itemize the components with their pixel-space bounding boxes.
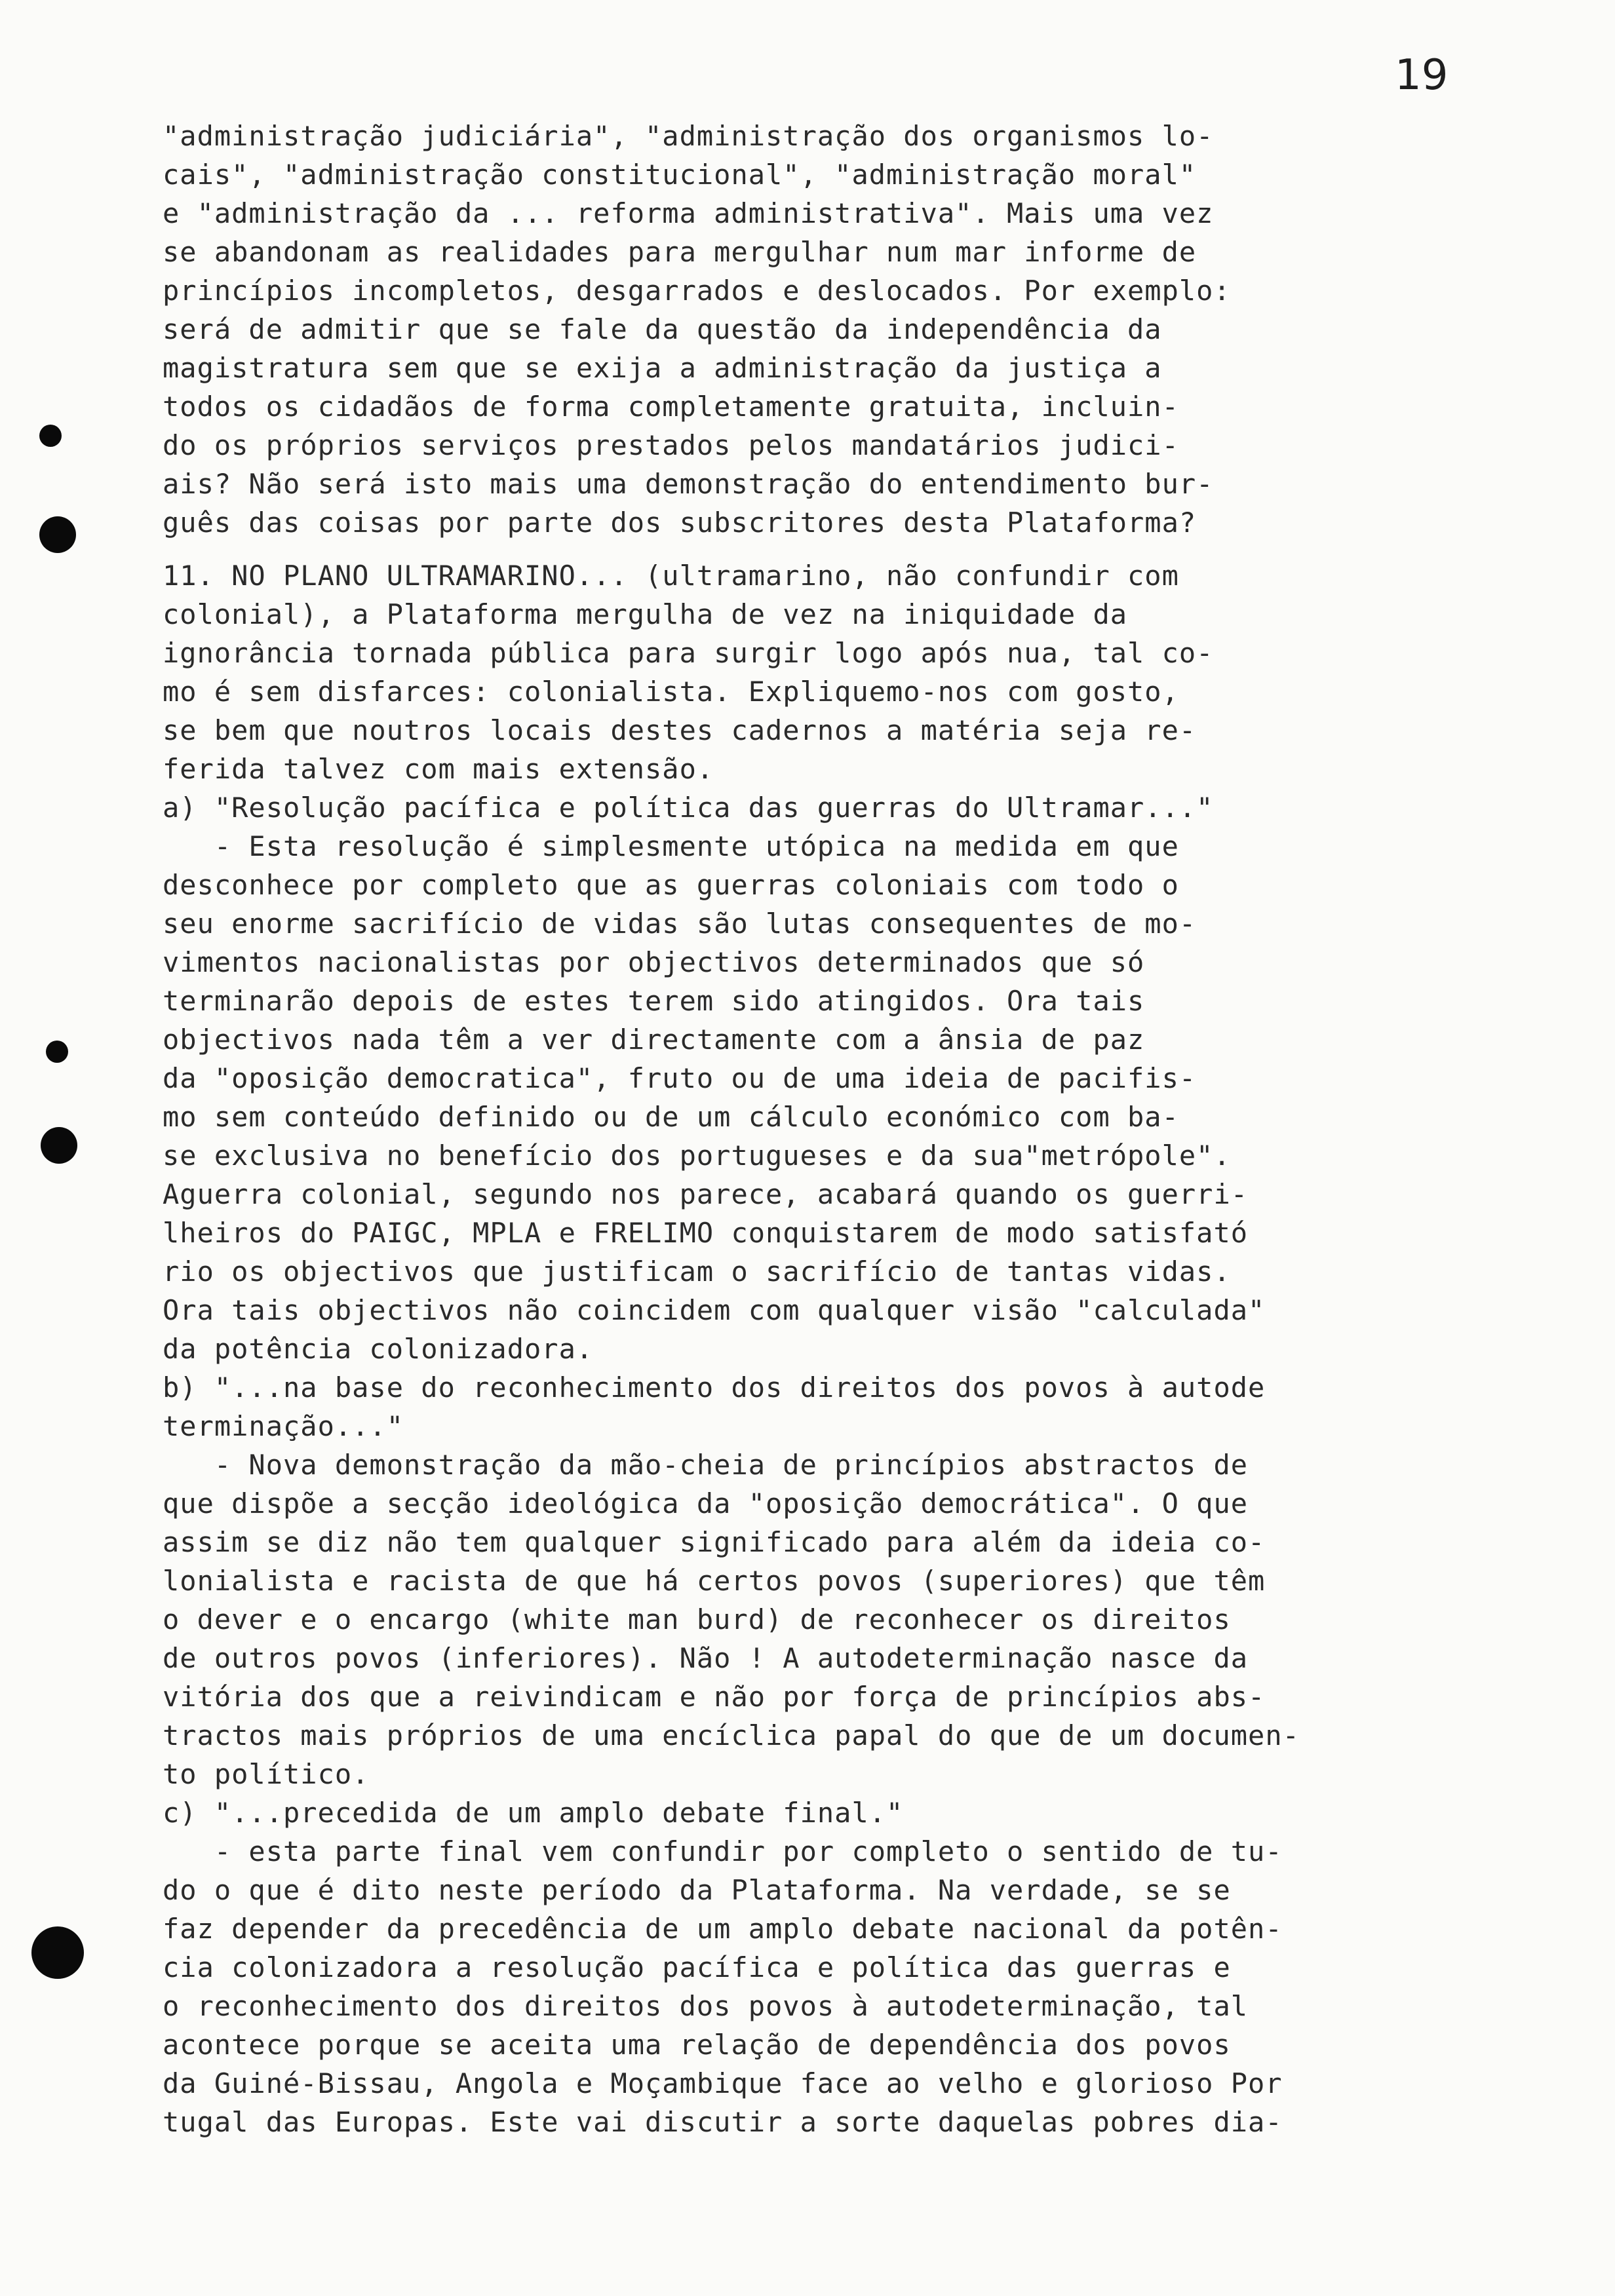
text-line: rio os objectivos que justificam o sacrifício de tantas vidas. xyxy=(163,1255,1231,1288)
text-line: b) "...na base do reconhecimento dos direitos dos povos à autode xyxy=(163,1371,1266,1404)
text-line: o reconhecimento dos direitos dos povos à autodeterminação, tal xyxy=(163,1990,1249,2022)
text-line: da potência colonizadora. xyxy=(163,1333,594,1365)
text-line: princípios incompletos, desgarrados e deslocados. Por exemplo: xyxy=(163,275,1231,307)
text-line: de outros povos (inferiores). Não ! A autodeterminação nasce da xyxy=(163,1642,1249,1674)
text-line: se bem que noutros locais destes cadernos a matéria seja re- xyxy=(163,714,1197,746)
text-line: do os próprios serviços prestados pelos mandatários judici- xyxy=(163,429,1179,461)
text-line: c) "...precedida de um amplo debate final." xyxy=(163,1797,904,1829)
text-line: seu enorme sacrifício de vidas são lutas consequentes de mo- xyxy=(163,908,1197,940)
punch-hole xyxy=(46,1041,68,1063)
punch-hole xyxy=(31,1926,84,1979)
text-line: desconhece por completo que as guerras coloniais com todo o xyxy=(163,869,1179,901)
text-line: cia colonizadora a resolução pacífica e política das guerras e xyxy=(163,1951,1231,1983)
text-line: e "administração da ... reforma administrativa". Mais uma vez xyxy=(163,197,1214,229)
text-line: - Nova demonstração da mão-cheia de princípios abstractos de xyxy=(163,1449,1249,1481)
text-line: cais", "administração constitucional", "administração moral" xyxy=(163,159,1197,191)
text-line: se exclusiva no benefício dos portugueses e da sua"metrópole". xyxy=(163,1139,1231,1172)
text-line: "administração judiciária", "administração dos organismos lo- xyxy=(163,120,1214,152)
text-line: se abandonam as realidades para mergulhar num mar informe de xyxy=(163,236,1197,268)
punch-hole xyxy=(39,516,76,553)
text-line: terminação..." xyxy=(163,1410,404,1442)
text-line: do o que é dito neste período da Plataforma. Na verdade, se se xyxy=(163,1874,1231,1906)
text-line: objectivos nada têm a ver directamente com a ânsia de paz xyxy=(163,1024,1145,1056)
text-line: magistratura sem que se exija a administração da justiça a xyxy=(163,352,1162,384)
text-line: lheiros do PAIGC, MPLA e FRELIMO conquistarem de modo satisfató xyxy=(163,1217,1249,1249)
text-line: ignorância tornada pública para surgir logo após nua, tal co- xyxy=(163,637,1214,669)
text-line: ais? Não será isto mais uma demonstração do entendimento bur- xyxy=(163,468,1214,500)
text-line: mo é sem disfarces: colonialista. Expliquemo-nos com gosto, xyxy=(163,676,1179,708)
document-body xyxy=(163,117,1506,2141)
text-line: mo sem conteúdo definido ou de um cálculo económico com ba- xyxy=(163,1101,1179,1133)
paragraph-gap xyxy=(163,542,1506,556)
page-number: 19 xyxy=(1395,51,1449,100)
text-line: tugal das Europas. Este vai discutir a sorte daquelas pobres dia- xyxy=(163,2106,1283,2138)
text-line: guês das coisas por parte dos subscritores desta Plataforma? xyxy=(163,507,1197,539)
punch-hole xyxy=(41,1127,77,1164)
text-line: Ora tais objectivos não coincidem com qualquer visão "calculada" xyxy=(163,1294,1266,1326)
text-line: todos os cidadãos de forma completamente gratuita, incluin- xyxy=(163,391,1179,423)
text-line: tractos mais próprios de uma encíclica papal do que de um documen- xyxy=(163,1719,1300,1751)
text-line: da Guiné-Bissau, Angola e Moçambique face ao velho e glorioso Por xyxy=(163,2067,1283,2099)
text-line: será de admitir que se fale da questão da independência da xyxy=(163,313,1162,345)
text-line: terminarão depois de estes terem sido atingidos. Ora tais xyxy=(163,985,1145,1017)
text-line: - Esta resolução é simplesmente utópica na medida em que xyxy=(163,830,1179,862)
text-line: assim se diz não tem qualquer significado para além da ideia co- xyxy=(163,1526,1266,1558)
text-line: ferida talvez com mais extensão. xyxy=(163,753,714,785)
text-line: que dispõe a secção ideológica da "oposição democrática". O que xyxy=(163,1487,1249,1520)
text-line: vitória dos que a reivindicam e não por força de princípios abs- xyxy=(163,1681,1266,1713)
text-line: o dever e o encargo (white man burd) de reconhecer os direitos xyxy=(163,1603,1231,1636)
punch-hole xyxy=(39,425,62,447)
text-line: vimentos nacionalistas por objectivos determinados que só xyxy=(163,946,1145,978)
text-line: 11. NO PLANO ULTRAMARINO... (ultramarino, não confundir com xyxy=(163,560,1179,592)
text-line: - esta parte final vem confundir por completo o sentido de tu- xyxy=(163,1835,1283,1867)
text-line: a) "Resolução pacífica e política das guerras do Ultramar..." xyxy=(163,792,1214,824)
text-line: lonialista e racista de que há certos povos (superiores) que têm xyxy=(163,1565,1266,1597)
text-line: Aguerra colonial, segundo nos parece, acabará quando os guerri- xyxy=(163,1178,1249,1210)
text-line: to político. xyxy=(163,1758,370,1790)
text-line: colonial), a Plataforma mergulha de vez na iniquidade da xyxy=(163,598,1128,630)
text-line: acontece porque se aceita uma relação de dependência dos povos xyxy=(163,2029,1231,2061)
text-line: da "oposição democratica", fruto ou de uma ideia de pacifis- xyxy=(163,1062,1197,1094)
text-line: faz depender da precedência de um amplo debate nacional da potên- xyxy=(163,1913,1283,1945)
